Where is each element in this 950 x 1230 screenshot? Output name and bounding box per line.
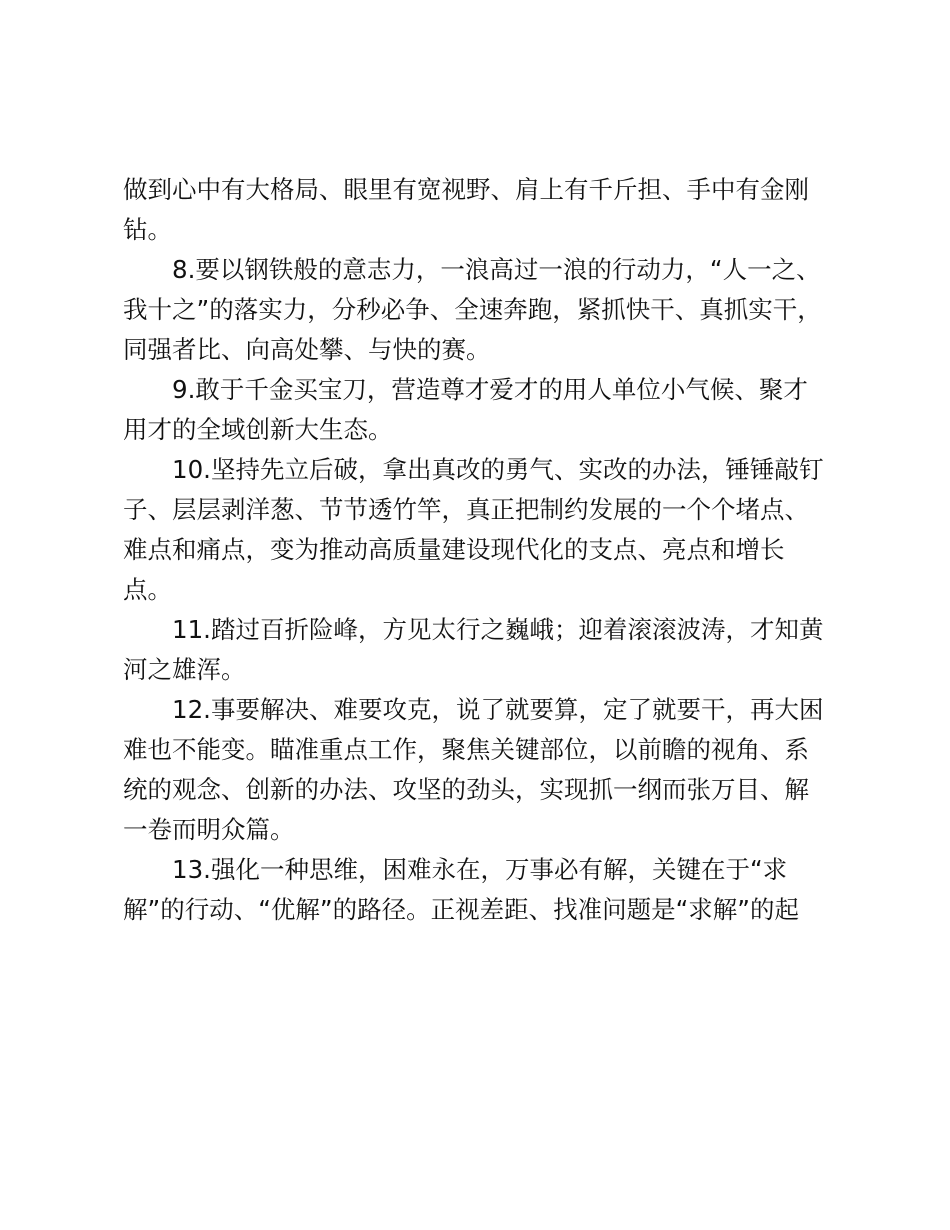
paragraph-item-11 xyxy=(123,610,835,690)
text-line: 钻。 xyxy=(123,215,172,244)
text-line: 13.强化一种思维，困难永在，万事必有解，关键在于“求 xyxy=(172,855,788,884)
text-line: 同强者比、向高处攀、与快的赛。 xyxy=(123,335,491,364)
text-line: 10.坚持先立后破，拿出真改的勇气、实改的办法，锤锤敲钉 xyxy=(172,455,824,484)
text-line: 9.敢于千金买宝刀，营造尊才爱才的用人单位小气候、聚才 xyxy=(172,375,808,404)
text-line: 8.要以钢铁般的意志力，一浪高过一浪的行动力，“人一之、 xyxy=(172,255,821,284)
paragraph-item-10 xyxy=(123,450,835,610)
text-line: 一卷而明众篇。 xyxy=(123,815,295,844)
text-line: 难也不能变。瞄准重点工作，聚焦关键部位，以前瞻的视角、系 xyxy=(123,735,809,764)
text-line: 子、层层剥洋葱、节节透竹竿，真正把制约发展的一个个堵点、 xyxy=(123,495,809,524)
paragraph-item-9 xyxy=(123,370,835,450)
text-line: 解”的行动、“优解”的路径。正视差距、找准问题是“求解”的起 xyxy=(123,895,799,924)
paragraph-item-13 xyxy=(123,850,835,930)
text-line: 统的观念、创新的办法、攻坚的劲头，实现抓一纲而张万目、解 xyxy=(123,775,809,804)
text-line: 我十之”的落实力，分秒必争、全速奔跑，紧抓快干、真抓实干， xyxy=(123,295,822,324)
paragraph-item-8 xyxy=(123,250,835,370)
text-line: 点。 xyxy=(123,575,172,604)
text-line: 11.踏过百折险峰，方见太行之巍峨；迎着滚滚波涛，才知黄 xyxy=(172,615,824,644)
text-line: 用才的全域创新大生态。 xyxy=(123,415,393,444)
text-line: 河之雄浑。 xyxy=(123,655,246,684)
document-body xyxy=(123,170,835,930)
text-line: 12.事要解决、难要攻克，说了就要算，定了就要干，再大困 xyxy=(172,695,824,724)
text-line: 做到心中有大格局、眼里有宽视野、肩上有千斤担、手中有金刚 xyxy=(123,175,809,204)
text-line: 难点和痛点，变为推动高质量建设现代化的支点、亮点和增长 xyxy=(123,535,785,564)
paragraph-item-12 xyxy=(123,690,835,850)
paragraph-continuation xyxy=(123,170,835,250)
